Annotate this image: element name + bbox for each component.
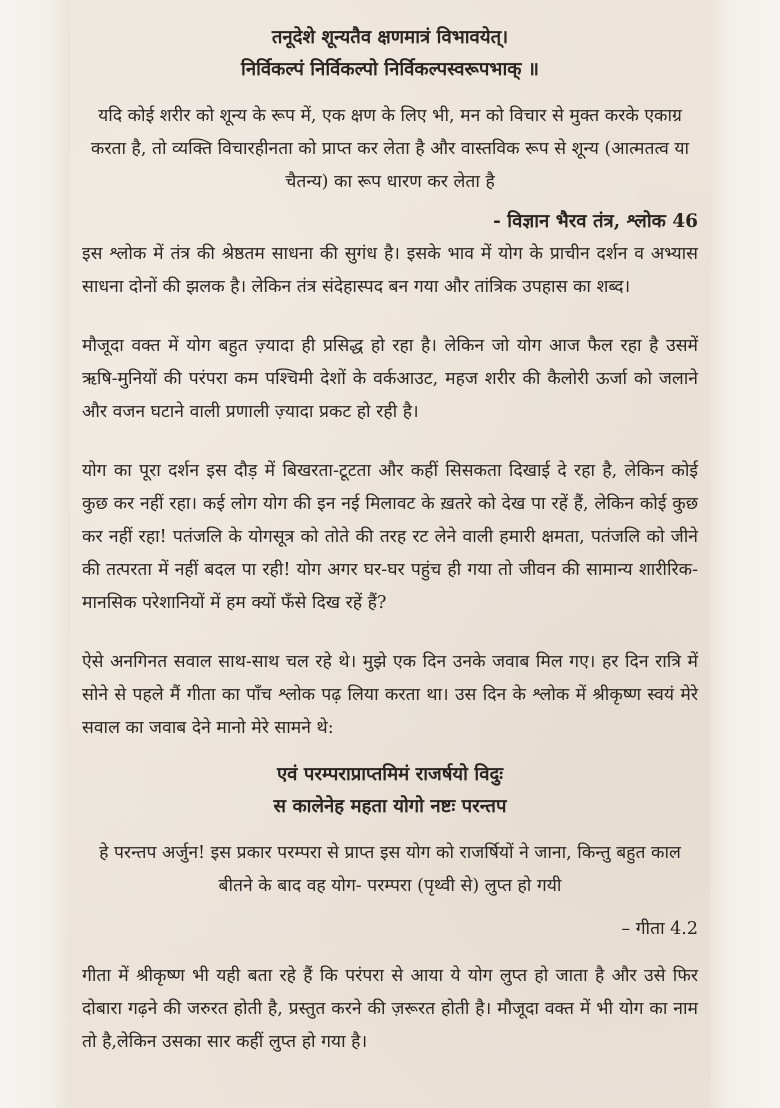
verse-2-line-2: स कालेनेह महता योगो नष्टः परन्तप xyxy=(273,796,507,817)
verse-2-line-1: एवं परम्पराप्राप्तमिमं राजर्षयो विदुः xyxy=(276,764,504,785)
attribution-vigyan-bhairav: - विज्ञान भैरव तंत्र, श्लोक 46 xyxy=(493,211,698,232)
page-margin-left xyxy=(0,0,70,1108)
paragraph-1: इस श्लोक में तंत्र की श्रेष्ठतम साधना की सुगंध है। इसके भाव में योग के प्राचीन दर्शन व अभ्यास साधना दोनों की झलक है। लेकिन तंत्र संदेहास्पद बन गया और तांत्रिक उपहास का शब्द। xyxy=(82,244,698,297)
verse-1-line-1: तनूदेशे शून्यतैव क्षणमात्रं विभावयेत्। xyxy=(271,27,509,48)
paragraph-final: गीता में श्रीकृष्ण भी यही बता रहे हैं कि परंपरा से आया ये योग लुप्त हो जाता है और उसे फिर दोबारा गढ़ने की जरुरत होती है, प्रस्तुत करने की ज़रूरत होती है। मौजूदा वक्त में भी योग का नाम तो है,लेकिन उसका सार कहीं लुप्त हो गया है। xyxy=(82,966,698,1052)
translation-2: हे परन्तप अर्जुन! इस प्रकार परम्परा से प्राप्त इस योग को राजर्षियों ने जाना, किन्तु बहुत काल बीतने के बाद वह योग- परम्परा (पृथ्वी से) लुप्त हो गयी xyxy=(99,843,681,896)
page-margin-right xyxy=(710,0,780,1108)
paragraph-3: योग का पूरा दर्शन इस दौड़ में बिखरता-टूटता और कहीं सिसकता दिखाई दे रहा है, लेकिन कोई कुछ कर नहीं रहा। कई लोग योग की इन नई मिलावट के ख़तरे को देख पा रहें हैं, लेकिन कोई कुछ कर नहीं रहा! पतंजलि के योगसूत्र को तोते की तरह रट लेने वाली हमारी क्षमता, पतंजलि को जीने की तत्परता में नहीं बदल पा रही! योग अगर घर-घर पहुंच ही गया तो जीवन की सामान्य शारीरिक-मानसिक परेशानियों में हम क्यों फँसे दिख रहें हैं? xyxy=(82,461,698,613)
page-content xyxy=(82,22,698,1059)
paragraph-2: मौजूदा वक्त में योग बहुत ज़्यादा ही प्रसिद्ध हो रहा है। लेकिन जो योग आज फैल रहा है उसमें ऋषि-मुनियों की परंपरा कम पश्चिमी देशों के वर्कआउट, महज शरीर की कैलोरी ऊर्जा को जलाने और वजन घटाने वाली प्रणाली ज़्यादा प्रकट हो रही है। xyxy=(82,336,698,422)
attribution-gita: – गीता 4.2 xyxy=(621,919,698,939)
sanskrit-verse-2 xyxy=(82,759,698,823)
sanskrit-verse-1 xyxy=(82,22,698,86)
paragraph-4: ऐसे अनगिनत सवाल साथ-साथ चल रहे थे। मुझे एक दिन उनके जवाब मिल गए। हर दिन रात्रि में सोने से पहले मैं गीता का पाँच श्लोक पढ़ लिया करता था। उस दिन के श्लोक में श्रीकृष्ण स्वयं मेरे सवाल का जवाब देने मानो मेरे सामने थे: xyxy=(82,652,698,738)
verse-1-line-2: निर्विकल्पं निर्विकल्पो निर्विकल्पस्वरूपभाक् ॥ xyxy=(241,59,539,80)
translation-1: यदि कोई शरीर को शून्य के रूप में, एक क्षण के लिए भी, मन को विचार से मुक्त करके एकाग्र करता है, तो व्यक्ति विचारहीनता को प्राप्त कर लेता है और वास्तविक रूप से शून्य (आत्मतत्व या चैतन्य) का रूप धारण कर लेता है xyxy=(90,106,690,192)
